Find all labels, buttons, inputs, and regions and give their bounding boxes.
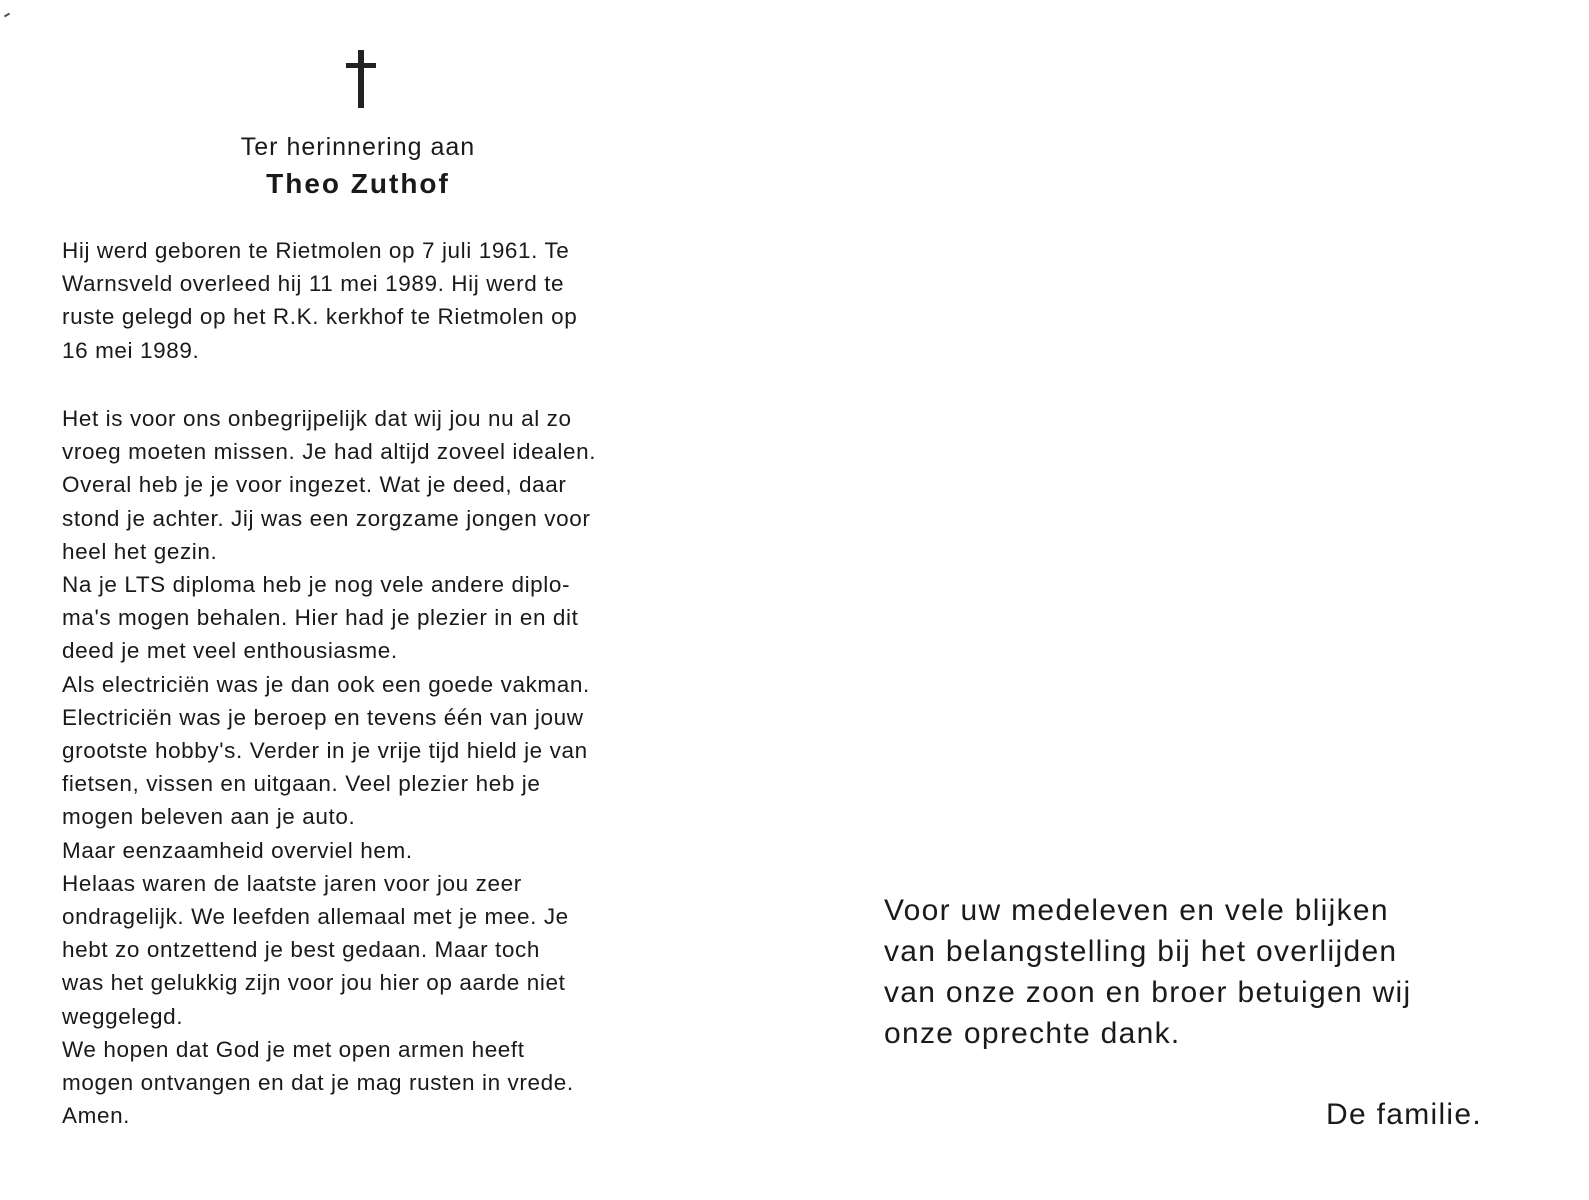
thanks-message: Voor uw medeleven en vele blijken van belangstelling bij het overlijden van onze zoon en broer betuigen wij onze oprechte dank.: [884, 894, 1412, 1050]
tribute-block: [62, 402, 660, 1132]
intro-text: Ter herinnering aan: [240, 133, 476, 161]
cross-icon: [346, 50, 376, 108]
tribute-text: Het is voor ons onbegrijpelijk dat wij jou nu al zo vroeg moeten missen. Je had altijd zoveel idealen. Overal heb je je voor ingezet. Wat je deed, daar stond je achter. Jij was een zorgzame jongen voor heel het gezin. Na je LTS diploma heb je nog vele andere diplo- ma's mogen behalen. Hier had je plezier in en dit deed je met veel enthousiasme. Als electriciën was je dan ook een goede vakman. Electriciën was je beroep en tevens één van jouw grootste hobby's. Verder in je vrije tijd hield je van fietsen, vissen en uitgaan. Veel plezier heb je mogen beleven aan je auto. Maar eenzaamheid overviel hem. Helaas waren de laatste jaren voor jou zeer ondragelijk. We leefden allemaal met je mee. Je hebt zo ontzettend je best gedaan. Maar toch was het gelukkig zijn voor jou hier op aarde niet weggelegd. We hopen dat God je met open armen heeft mogen ontvangen en dat je mag rusten in vrede. Amen.: [62, 406, 597, 1129]
deceased-name: Theo Zuthof: [266, 168, 450, 199]
family-signature: De familie.: [1325, 1098, 1482, 1131]
biography-block: [62, 234, 660, 367]
biography-text: Hij werd geboren te Rietmolen op 7 juli 1961. Te Warnsveld overleed hij 11 mei 1989. Hij werd te ruste gelegd op het R.K. kerkhof te Rietmolen op 16 mei 1989.: [62, 238, 578, 363]
paper-speck: [4, 13, 10, 18]
